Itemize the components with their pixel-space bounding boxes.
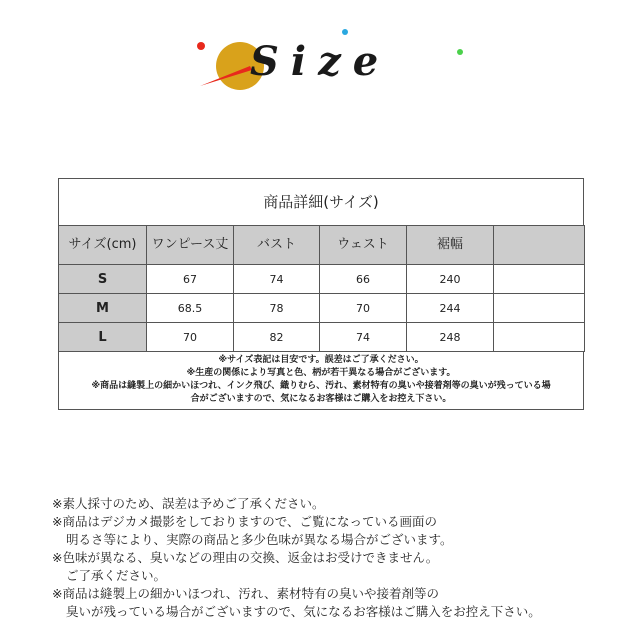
cell-bust: 78 xyxy=(234,294,320,323)
size-label: M xyxy=(59,294,147,323)
size-logo xyxy=(188,26,468,98)
logo-blue-dot xyxy=(342,29,348,35)
logo-red-dot xyxy=(197,42,205,50)
col-header-length: ワンピース丈 xyxy=(147,226,234,265)
cell-bust: 74 xyxy=(234,265,320,294)
note-line: ※生産の関係により写真と色、柄が若干異なる場合がございます。 xyxy=(186,368,456,378)
cell-bust: 82 xyxy=(234,323,320,352)
disclaimer-line: ※商品はデジカメ撮影をしておりますので、ご覧になっている画面の xyxy=(52,514,437,529)
table-notes xyxy=(59,354,583,406)
logo-word: Size xyxy=(250,38,391,85)
cell-length: 67 xyxy=(147,265,234,294)
size-table-panel xyxy=(58,178,584,410)
col-header-bust: バスト xyxy=(234,226,320,265)
disclaimer-line: ※商品は縫製上の細かいほつれ、汚れ、素材特有の臭いや接着剤等の xyxy=(52,586,439,601)
note-line: ※商品は縫製上の細かいほつれ、インク飛び、織りむら、汚れ、素材特有の臭いや接着剤等の臭いが残っている場 xyxy=(91,381,551,391)
disclaimer-line: ご了承ください。 xyxy=(66,568,167,583)
logo-green-dot xyxy=(457,49,463,55)
col-header-empty xyxy=(494,226,585,265)
cell-length: 68.5 xyxy=(147,294,234,323)
size-table xyxy=(58,225,585,352)
cell-hem: 240 xyxy=(407,265,494,294)
cell-empty xyxy=(494,323,585,352)
size-label: S xyxy=(59,265,147,294)
disclaimer-block xyxy=(52,495,632,621)
col-header-size: サイズ(cm) xyxy=(59,226,147,265)
size-label: L xyxy=(59,323,147,352)
disclaimer-line: ※素人採寸のため、誤差は予めご了承ください。 xyxy=(52,496,325,511)
note-line: 合がございますので、気になるお客様はご購入をお控え下さい。 xyxy=(190,394,452,404)
table-title: 商品詳細(サイズ) xyxy=(263,193,379,211)
disclaimer-line: 臭いが残っている場合がございますので、気になるお客様はご購入をお控え下さい。 xyxy=(66,604,541,619)
cell-waist: 74 xyxy=(320,323,407,352)
table-row xyxy=(59,294,585,323)
cell-hem: 248 xyxy=(407,323,494,352)
cell-empty xyxy=(494,265,585,294)
col-header-waist: ウェスト xyxy=(320,226,407,265)
cell-empty xyxy=(494,294,585,323)
table-row xyxy=(59,265,585,294)
disclaimer-line: ※色味が異なる、臭いなどの理由の交換、返金はお受けできません。 xyxy=(52,550,439,565)
cell-hem: 244 xyxy=(407,294,494,323)
cell-waist: 70 xyxy=(320,294,407,323)
col-header-hem: 裾幅 xyxy=(407,226,494,265)
note-line: ※サイズ表記は目安です。誤差はご了承ください。 xyxy=(218,355,424,365)
cell-waist: 66 xyxy=(320,265,407,294)
cell-length: 70 xyxy=(147,323,234,352)
table-row xyxy=(59,323,585,352)
disclaimer-line: 明るさ等により、実際の商品と多少色味が異なる場合がございます。 xyxy=(66,532,453,547)
header-row xyxy=(59,226,585,265)
